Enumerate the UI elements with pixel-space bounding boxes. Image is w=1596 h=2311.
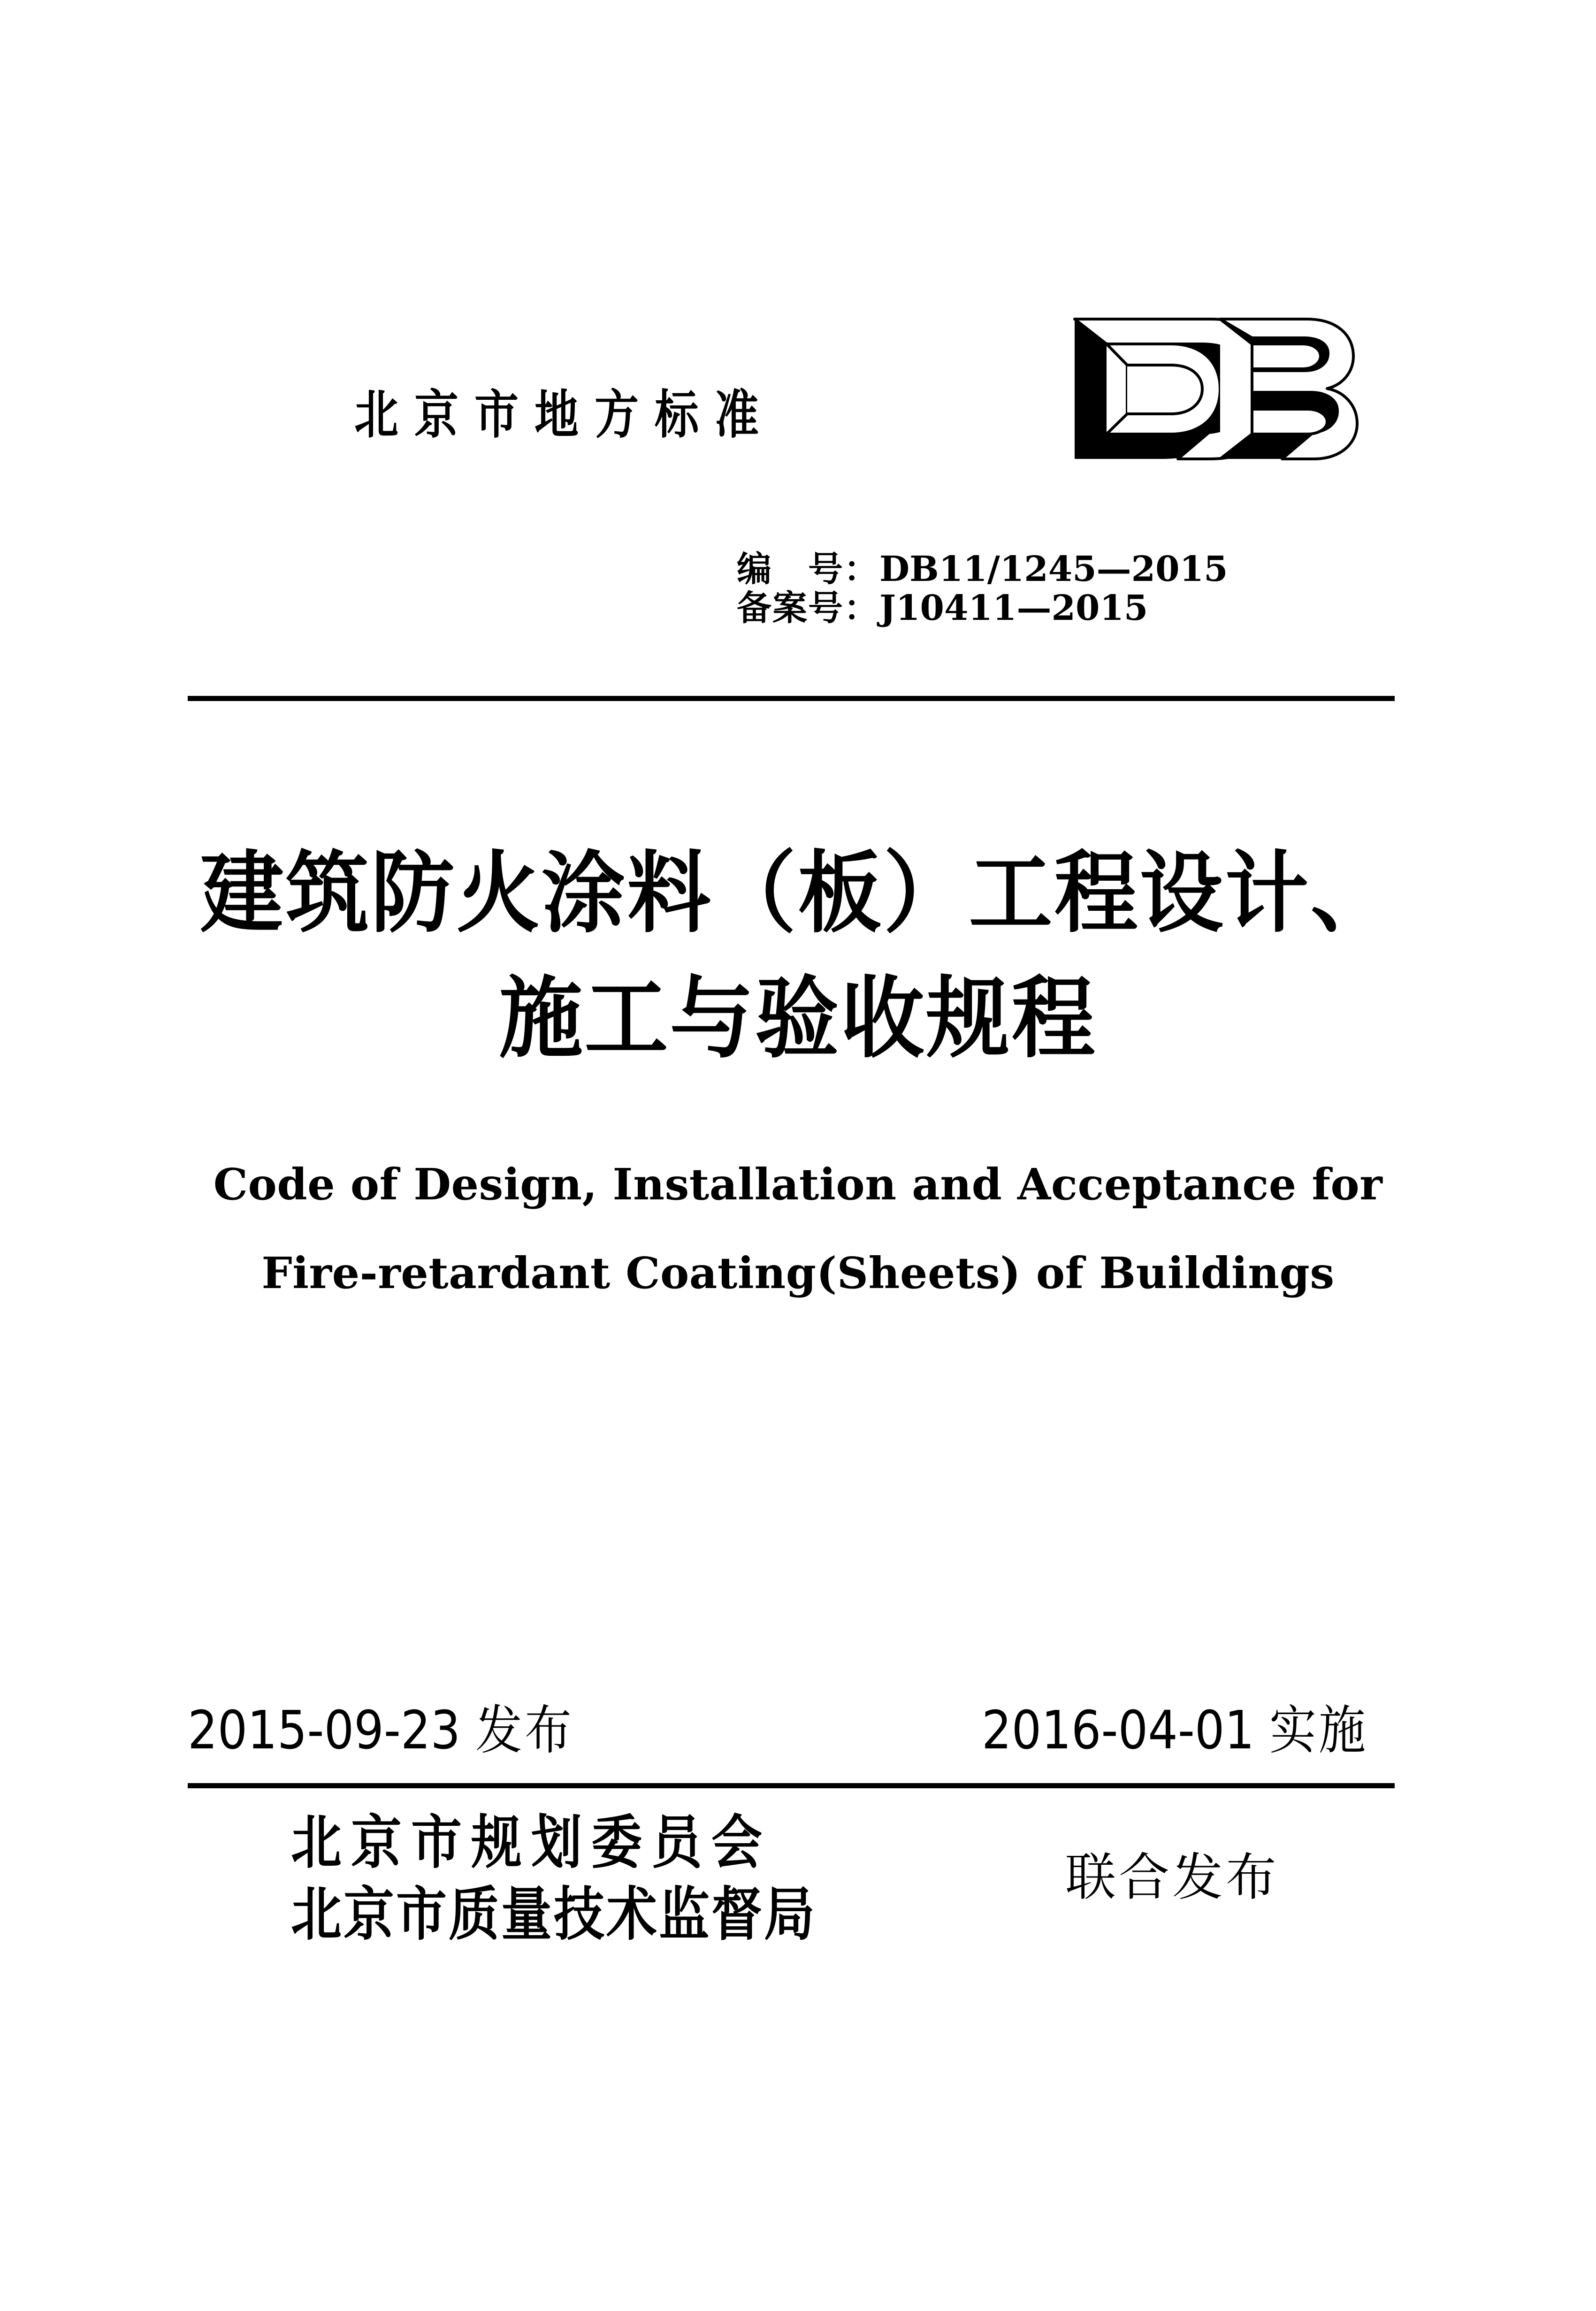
standard-code-line: [737, 550, 1417, 589]
standard-code-label: 编 号：: [737, 549, 879, 589]
standard-code-value: DB11/1245—2015: [879, 549, 1228, 589]
title-en-line-2: Fire-retardant Coating(Sheets) of Buildings: [261, 1247, 1335, 1298]
record-code-label: 备案号：: [737, 587, 879, 628]
issuer-org-1: 北京市规划委员会: [291, 1809, 772, 1876]
header-divider-rule: [188, 696, 1395, 701]
publication-dates: [188, 1699, 1395, 1775]
release-date: 2015-09-23: [188, 1699, 461, 1761]
document-title-en: [0, 1140, 1596, 1317]
effective-date: 2016-04-01: [982, 1699, 1255, 1761]
cover-header: [188, 310, 1395, 469]
title-cn-line-2: 施工与验收规程: [499, 967, 1097, 1070]
standard-series-label: 北京市地方标准: [354, 385, 775, 446]
standard-numbers: [737, 550, 1417, 628]
db-logo-icon: [1070, 310, 1361, 465]
effective-date-group: [982, 1699, 1368, 1761]
issuing-organizations: [188, 1802, 1395, 1999]
joint-release-label: 联合发布: [1065, 1848, 1280, 1907]
issuer-org-2: 北京市质量技术监督局: [291, 1881, 817, 1948]
release-date-group: [188, 1699, 574, 1761]
document-title-cn: [0, 831, 1596, 1081]
record-code-line: [737, 589, 1417, 628]
title-en-line-1: Code of Design, Installation and Acceptance for: [213, 1159, 1383, 1210]
title-cn-line-1: 建筑防火涂料（板）工程设计、: [200, 841, 1396, 945]
issuer-list: [291, 1802, 817, 1946]
release-date-word: 发布: [475, 1699, 574, 1761]
effective-date-word: 实施: [1269, 1699, 1368, 1761]
record-code-value: J10411—2015: [879, 587, 1148, 628]
footer-divider-rule: [188, 1783, 1395, 1788]
